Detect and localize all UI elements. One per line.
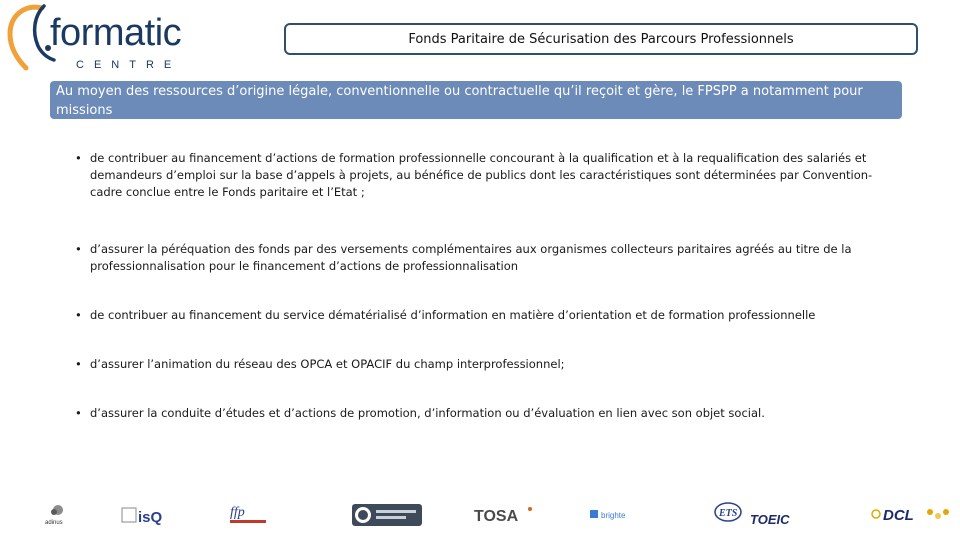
partner-logo-adinus — [44, 498, 72, 530]
brighte-logo-icon — [590, 500, 656, 528]
mission-item — [74, 150, 904, 201]
ets-label: ETS — [719, 508, 738, 519]
ets-toeic-logo-icon — [714, 500, 794, 528]
bullet-icon: • — [75, 406, 82, 420]
adinus-logo-icon — [44, 500, 72, 528]
partner-logo-certification-badge — [352, 498, 422, 530]
logo-subtitle: CENTRE — [76, 59, 182, 71]
partner-logo-dcl — [870, 498, 954, 530]
isq-label: isQ — [138, 509, 163, 526]
partner-logos — [0, 498, 960, 530]
bullet-icon: • — [75, 308, 82, 322]
page-title: Fonds Paritaire de Sécurisation des Parcours Professionnels — [284, 23, 918, 55]
bullet-icon: • — [75, 242, 82, 256]
partner-logo-brighte — [590, 498, 656, 530]
partner-logo-ffp — [226, 498, 272, 530]
ffp-logo-icon — [226, 500, 272, 528]
dcl-logo-icon — [870, 500, 954, 528]
ffp-label: ffp — [230, 505, 245, 520]
mission-text: d’assurer la conduite d’études et d’actions de promotion, d’information ou d’évaluation en lien avec son objet social. — [90, 406, 765, 420]
mission-item — [74, 241, 904, 275]
bullet-icon: • — [75, 357, 82, 371]
mission-text: d’assurer l’animation du réseau des OPCA et OPACIF du champ interprofessionnel; — [90, 357, 565, 371]
mission-text: de contribuer au financement d’actions de formation professionnelle concourant à la qualification et à la requalification des salariés et demandeurs d’emploi sur la base d’appels à projets, au bénéfice de publics dont les caractéristiques sont déterminées par Convention-cadre conclue entre le Fonds paritaire et l’Etat ; — [90, 151, 873, 199]
partner-logo-isq — [120, 498, 168, 530]
certification-badge-icon — [352, 500, 422, 528]
missions-list — [74, 150, 904, 422]
bullet-icon: • — [75, 151, 82, 165]
tosa-label: TOSA — [474, 508, 519, 525]
intro-banner: Au moyen des ressources d’origine légale, conventionnelle ou contractuelle qu’il reçoit et gère, le FPSPP a notamment pour missions — [50, 81, 902, 119]
partner-logo-ets-toeic — [714, 498, 794, 530]
tosa-logo-icon — [474, 500, 534, 528]
mission-text: d’assurer la péréquation des fonds par des versements complémentaires aux organismes collecteurs paritaires agréés au titre de la professionnalisation pour le financement d’actions de professionnalisation — [90, 242, 852, 273]
brighte-label: brighte — [601, 511, 626, 520]
formatic-logo — [4, 2, 199, 74]
toeic-label: TOEIC — [750, 512, 790, 527]
mission-item — [74, 307, 904, 324]
partner-logo-tosa — [474, 498, 534, 530]
mission-text: de contribuer au financement du service dématérialisé d’information en matière d’orientation et de formation professionnelle — [90, 308, 816, 322]
mission-item — [74, 356, 904, 373]
adinus-label: adinus — [45, 520, 63, 526]
logo-wordmark: formatic — [50, 12, 182, 54]
dcl-label: DCL — [883, 507, 914, 524]
mission-item — [74, 405, 904, 422]
isq-logo-icon — [120, 500, 168, 528]
